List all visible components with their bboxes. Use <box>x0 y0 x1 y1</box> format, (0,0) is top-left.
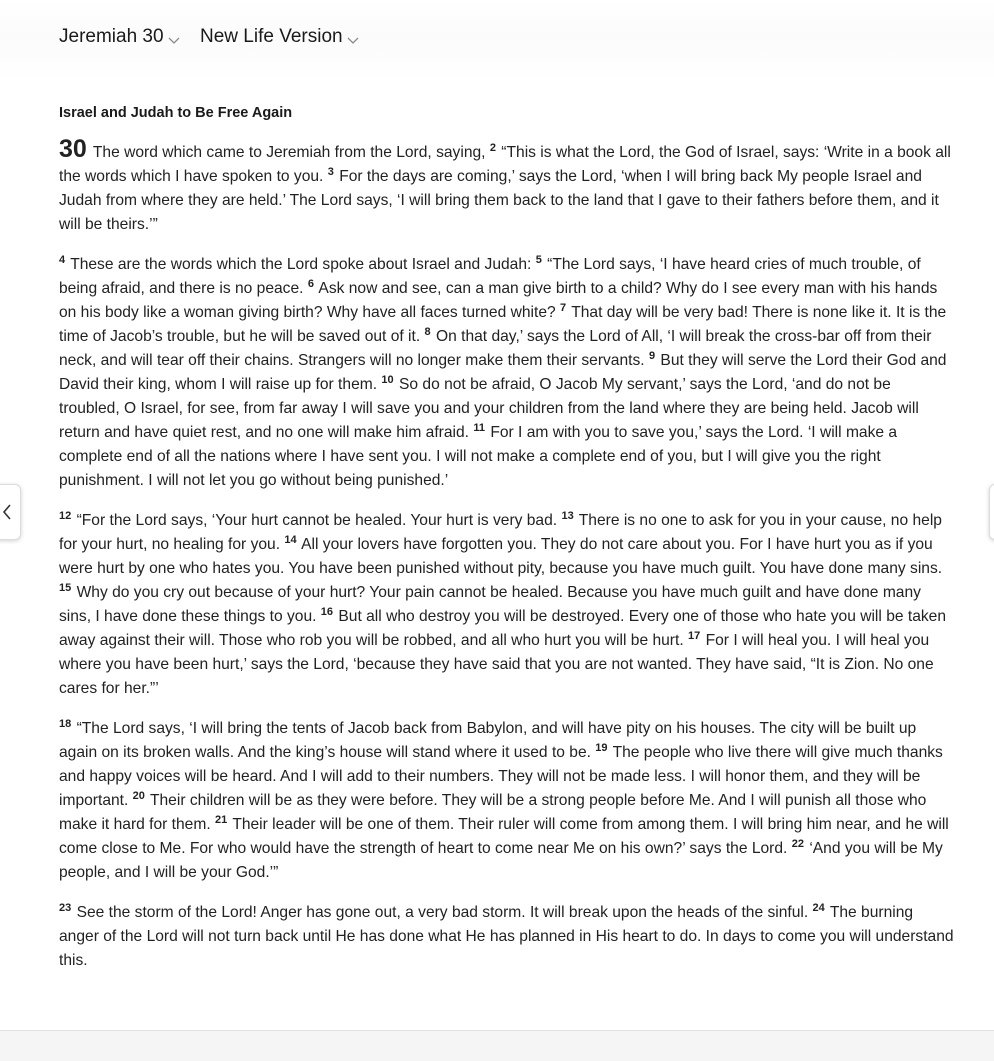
verse-text: There is no one to ask for you in your cause, no help for your hurt, no healing for you. <box>59 512 942 553</box>
verse-number: 12 <box>59 510 72 522</box>
verse-number: 22 <box>791 838 804 850</box>
book-chapter-selector[interactable] <box>59 26 181 48</box>
version-selector[interactable] <box>200 26 360 48</box>
verse-text: For I am with you to save you,’ says the Lord. ‘I will make a complete end of all the nations where I have sent you. I will not make a complete end of you, but I will give you the right punishment. I will not let you go without being punished.’ <box>59 424 898 489</box>
verse-text: On that day,’ says the Lord of All, ‘I will break the cross-bar off from their neck, and will tear off their chains. Strangers will no longer make them their servants. <box>59 328 932 369</box>
passage-paragraph <box>59 901 954 973</box>
verse-number: 13 <box>561 510 574 522</box>
verse-number: 21 <box>215 814 228 826</box>
verse-text: “This is what the Lord, the God of Israel, says: ‘Write in a book all the words which I have spoken to you. <box>59 144 951 185</box>
verse-text: ‘And you will be My people, and I will be your God.’” <box>59 840 943 881</box>
verse-number: 10 <box>381 374 394 386</box>
verse-text: The word which came to Jeremiah from the Lord, saying, <box>92 144 490 161</box>
verse-number: 6 <box>307 278 314 290</box>
verse-number: 15 <box>59 582 72 594</box>
verse-text: All your lovers have forgotten you. They do not care about you. For I have hurt you as if you were hurt by one who hates you. You have been punished without pity, because you have much guilt. You have done many sins. <box>59 536 943 577</box>
verse-number: 17 <box>688 630 701 642</box>
verse-text: See the storm of the Lord! Anger has gone out, a very bad storm. It will break upon the heads of the sinful. <box>76 904 813 921</box>
verse-number: 24 <box>812 902 825 914</box>
book-chapter-label: Jeremiah 30 <box>59 26 164 47</box>
verse-number: 14 <box>284 534 297 546</box>
verse-text: For the days are coming,’ says the Lord, ‘when I will bring back My people Israel and Judah from where they are held.’ The Lord says, ‘I will bring them back to the land that I gave to their fathers before them, and it will be theirs.’” <box>59 168 939 233</box>
chevron-left-icon <box>2 504 12 520</box>
verse-text: Their children will be as they were before. They will be a strong people before Me. And I will punish all those who make it hard for them. <box>59 792 927 833</box>
passage-paragraph <box>59 135 954 237</box>
verse-number: 16 <box>320 606 334 618</box>
verse-text: For I will heal you. I will heal you where you have been hurt,’ says the Lord, ‘because they have said that you are not wanted. They have said, “It is Zion. No one cares for her.”’ <box>59 632 934 697</box>
passage-paragraph <box>59 253 954 493</box>
passage-paragraphs <box>59 135 954 973</box>
section-heading: Israel and Judah to Be Free Again <box>59 105 293 121</box>
previous-chapter-button[interactable] <box>0 484 21 540</box>
chevron-down-icon <box>167 33 181 47</box>
verse-text: But they will serve the Lord their God and David their king, whom I will raise up for them. <box>59 352 947 393</box>
verse-number: 18 <box>59 718 72 730</box>
verse-number: 23 <box>59 902 72 914</box>
verse-number: 9 <box>648 350 656 362</box>
passage-content <box>59 103 954 989</box>
passage-paragraph <box>59 717 954 885</box>
verse-number: 2 <box>489 142 496 154</box>
verse-text: Why do you cry out because of your hurt? Your pain cannot be healed. Because you have much guilt and have done many sins, I have done these things to you. <box>59 584 921 625</box>
verse-number: 19 <box>595 742 608 754</box>
verse-number: 8 <box>424 326 431 338</box>
version-label: New Life Version <box>200 26 343 47</box>
verse-number: 5 <box>535 254 542 266</box>
verse-text: These are the words which the Lord spoke about Israel and Judah: <box>70 256 536 273</box>
verse-text: “The Lord says, ‘I will bring the tents of Jacob back from Babylon, and will have pity on his houses. The city will be built up again on its broken walls. And the king’s house will stand where it used to be. <box>59 720 917 761</box>
chevron-down-icon <box>346 33 360 47</box>
verse-number: 20 <box>132 790 145 802</box>
verse-number: 11 <box>473 422 485 434</box>
verse-text: “The Lord says, ‘I have heard cries of much trouble, of being afraid, and there is no peace. <box>59 256 921 297</box>
verse-text: So do not be afraid, O Jacob My servant,’ says the Lord, ‘and do not be troubled, O Israel, for see, from far away I will save you and your children from the land where they are being held. Jacob will return and have quiet rest, and no one will make him afraid. <box>59 376 919 441</box>
verse-number: 4 <box>59 254 66 266</box>
verse-text: Their leader will be one of them. Their ruler will come from among them. I will bring him near, and he will come close to Me. For who would have the strength of heart to come near Me on his own?’ says the Lord. <box>59 816 949 857</box>
verse-number: 7 <box>560 302 567 314</box>
next-chapter-button[interactable] <box>989 484 994 540</box>
verse-text: The people who live there will give much thanks and happy voices will be heard. And I will add to their numbers. They will not be made less. I will honor them, and they will be important. <box>59 744 943 809</box>
verse-text: The burning anger of the Lord will not turn back until He has done what He has planned in His heart to do. In days to come you will understand this. <box>59 904 954 969</box>
verse-text: That day will be very bad! There is none like it. It is the time of Jacob’s trouble, but he will be saved out of it. <box>59 304 947 345</box>
verse-text: But all who destroy you will be destroyed. Every one of those who hate you will be taken away against their will. Those who rob you will be robbed, and all who hurt you will be hurt. <box>59 608 947 649</box>
verse-number: 3 <box>327 166 334 178</box>
footer-bar <box>0 1030 994 1061</box>
verse-text: Ask now and see, can a man give birth to a child? Why do I see every man with his hands on his body like a woman giving birth? Why have all faces turned white? <box>59 280 938 321</box>
header-bar <box>0 0 994 80</box>
verse-text: “For the Lord says, ‘Your hurt cannot be healed. Your hurt is very bad. <box>76 512 562 529</box>
passage-paragraph <box>59 509 954 701</box>
chapter-number: 30 <box>59 135 87 163</box>
